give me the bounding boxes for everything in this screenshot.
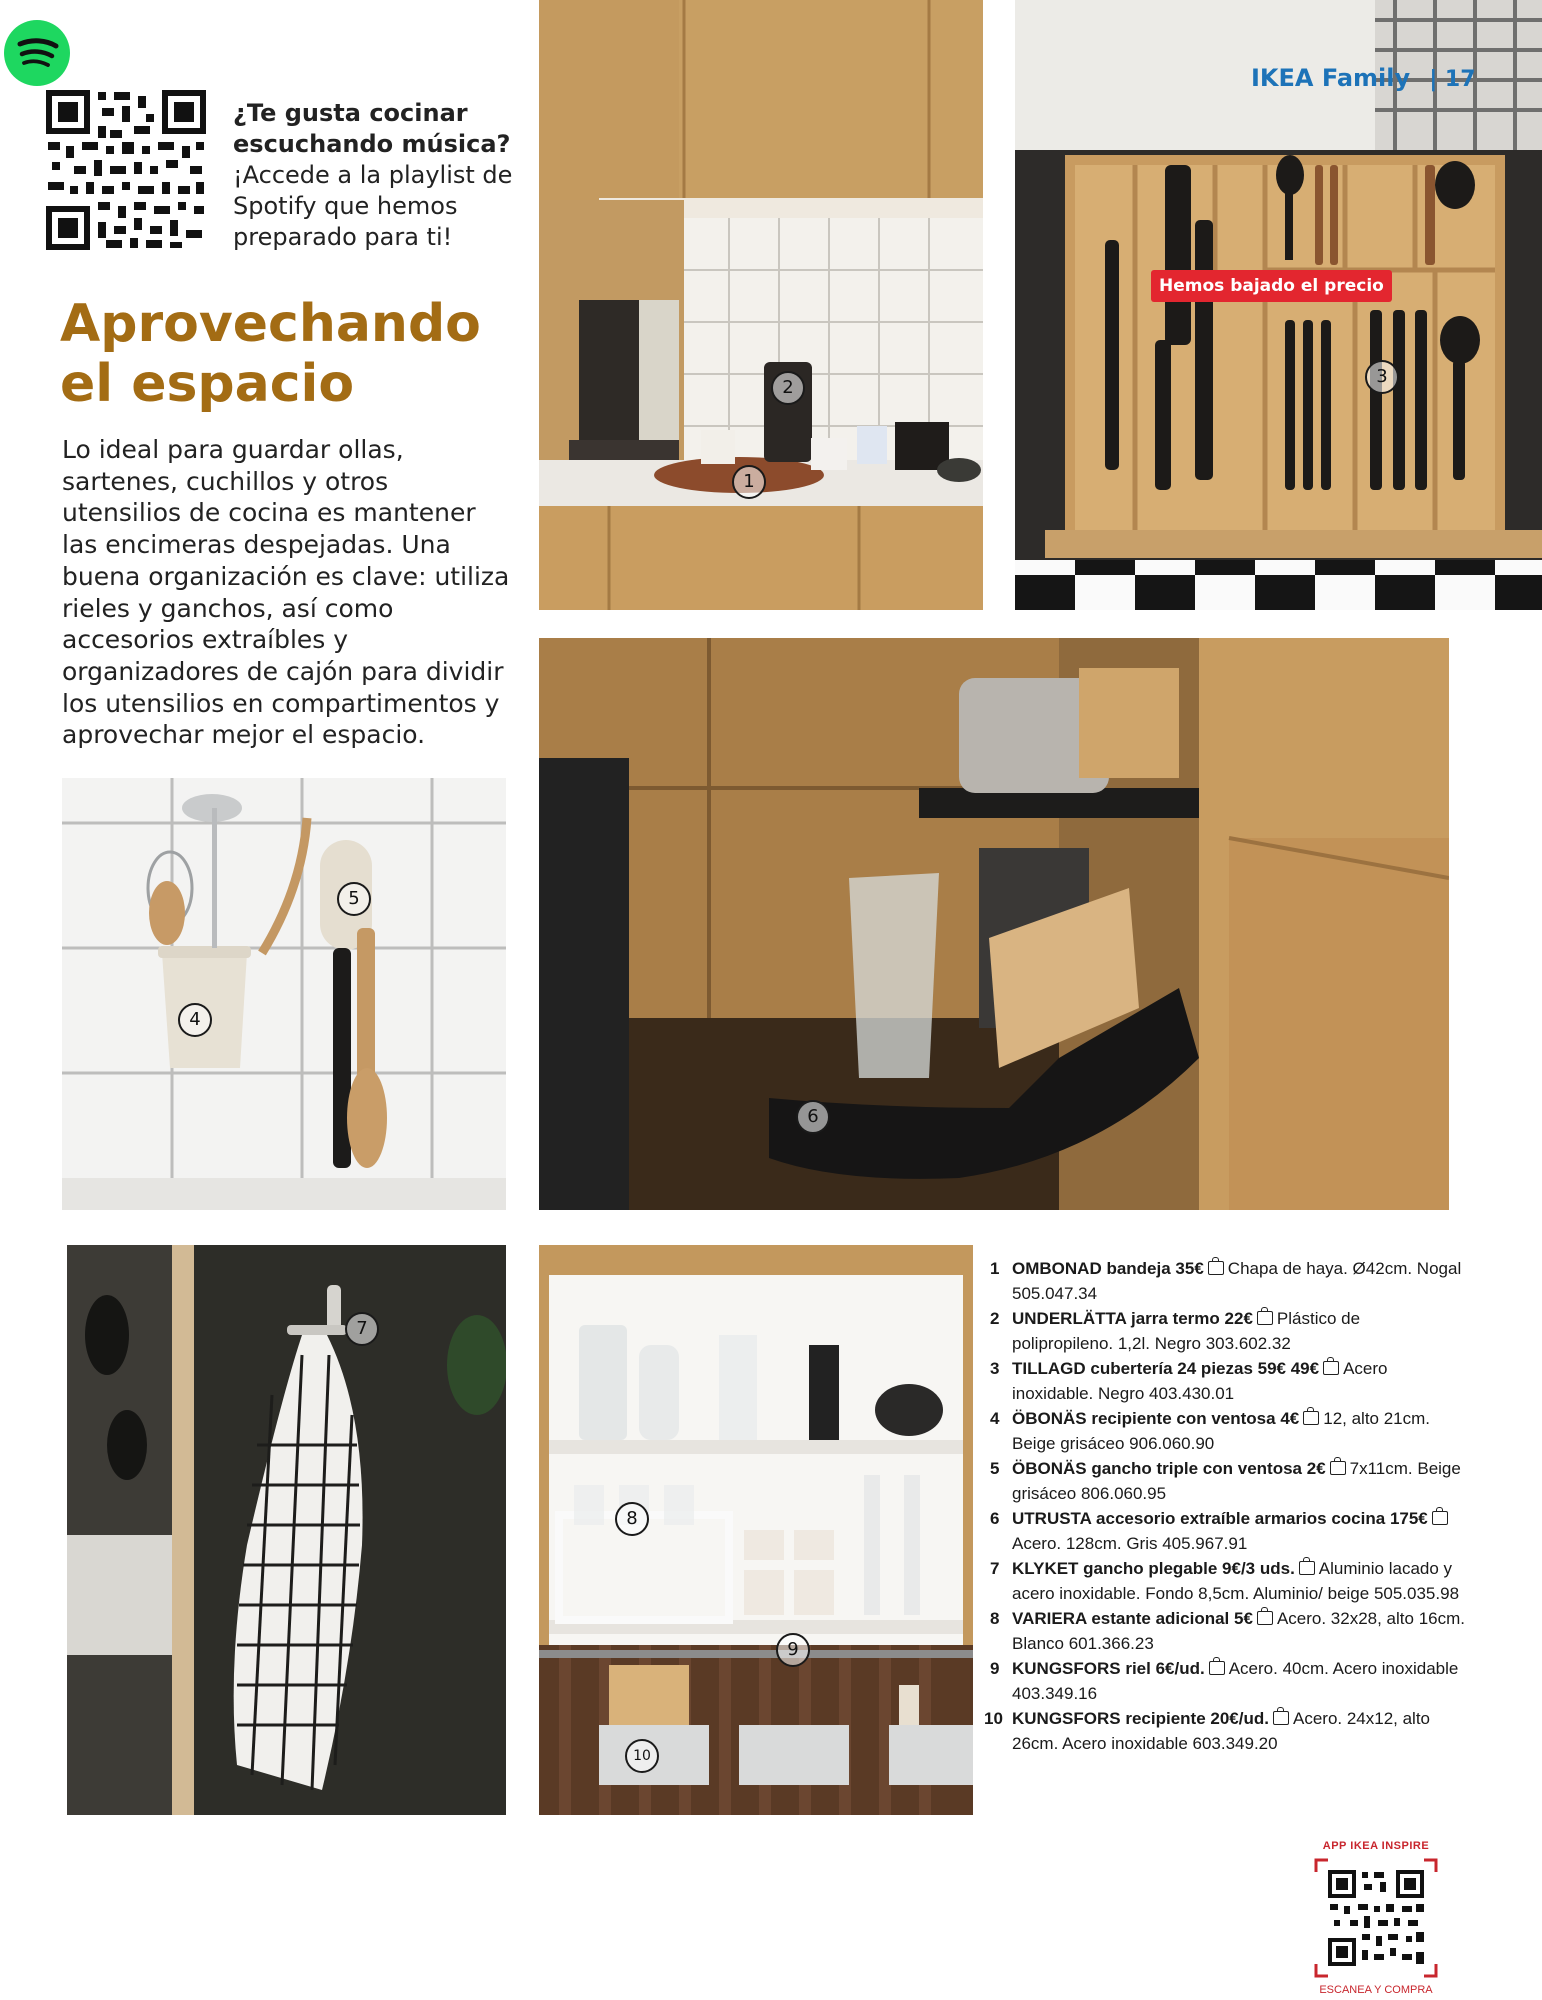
product-price: 6€/ud. xyxy=(1155,1659,1205,1678)
shopping-bag-icon xyxy=(1273,1711,1289,1725)
marker-1: 1 xyxy=(732,465,766,499)
shopping-bag-icon xyxy=(1432,1511,1448,1525)
shopping-bag-icon xyxy=(1299,1561,1315,1575)
product-number: 5 xyxy=(990,1459,1000,1478)
price-drop-badge: Hemos bajado el precio xyxy=(1151,270,1392,302)
product-item xyxy=(990,1556,1465,1606)
product-name: UNDERLÄTTA jarra termo xyxy=(1012,1309,1220,1328)
page-number: | 17 xyxy=(1429,67,1476,92)
app-qr-bottom-label: ESCANEA Y COMPRA xyxy=(1319,1984,1433,1996)
product-desc: Acero. 32x28, alto 16cm. Blanco 601.366.23 xyxy=(1012,1609,1465,1653)
photo-corner-pullout xyxy=(539,638,1449,1210)
product-name: ÖBONÄS recipiente con ventosa xyxy=(1012,1409,1276,1428)
product-desc: 7x11cm. Beige grisáceo 806.060.95 xyxy=(1012,1459,1461,1503)
product-name: VARIERA estante adicional xyxy=(1012,1609,1230,1628)
spotify-intro xyxy=(233,98,523,253)
product-name: KLYKET gancho plegable xyxy=(1012,1559,1218,1578)
marker-7: 7 xyxy=(345,1312,379,1346)
product-name: OMBONAD bandeja xyxy=(1012,1259,1171,1278)
shopping-bag-icon xyxy=(1323,1361,1339,1375)
shopping-bag-icon xyxy=(1208,1261,1224,1275)
product-number: 9 xyxy=(990,1659,1000,1678)
section-title-line1: Aprovechando xyxy=(60,294,481,354)
product-price: 2€ xyxy=(1306,1459,1326,1478)
intro-question: ¿Te gusta cocinar escuchando música? xyxy=(233,99,511,158)
product-number: 2 xyxy=(990,1309,1000,1328)
product-name: KUNGSFORS recipiente xyxy=(1012,1709,1206,1728)
section-body: Lo ideal para guardar ollas, sartenes, cuchillos y otros utensilios de cocina es mantener las encimeras despejadas. Una buena organización es clave: utiliza rieles y ganchos, así como accesorios extraíbles y organizadores de cajón para dividir los utensilios en compartimentos y aprovechar mejor el espacio. xyxy=(62,435,510,750)
product-number: 4 xyxy=(990,1409,1000,1428)
marker-8: 8 xyxy=(615,1502,649,1536)
product-desc: Plástico de polipropileno. 1,2l. Negro 303.602.32 xyxy=(1012,1309,1361,1353)
photo-utensil-holder xyxy=(62,778,506,1210)
product-price: 35€ xyxy=(1175,1259,1204,1278)
product-number: 7 xyxy=(990,1559,1000,1578)
shopping-bag-icon xyxy=(1257,1611,1273,1625)
product-item xyxy=(990,1656,1465,1706)
product-desc: 12, alto 21cm. Beige grisáceo 906.060.90 xyxy=(1012,1409,1431,1453)
product-item xyxy=(990,1406,1465,1456)
shopping-bag-icon xyxy=(1303,1411,1319,1425)
shopping-bag-icon xyxy=(1209,1661,1225,1675)
shopping-bag-icon xyxy=(1257,1311,1273,1325)
app-qr-block[interactable] xyxy=(1306,1840,1446,1998)
marker-10: 10 xyxy=(625,1739,659,1773)
marker-4: 4 xyxy=(178,1003,212,1037)
product-item xyxy=(990,1256,1465,1306)
product-desc: Acero. 24x12, alto 26cm. Acero inoxidable 603.349.20 xyxy=(1012,1709,1431,1753)
product-item xyxy=(990,1456,1465,1506)
product-item xyxy=(990,1306,1465,1356)
section-title xyxy=(60,294,520,414)
product-item xyxy=(990,1606,1465,1656)
product-name: KUNGSFORS riel xyxy=(1012,1659,1151,1678)
product-price: 22€ xyxy=(1224,1309,1253,1328)
app-qr-top-label: APP IKEA INSPIRE xyxy=(1322,1840,1430,1852)
brand-ikea-family: IKEA Family xyxy=(1251,64,1411,92)
shopping-bag-icon xyxy=(1330,1461,1346,1475)
product-item xyxy=(990,1356,1465,1406)
spotify-qr-code[interactable] xyxy=(46,90,206,250)
product-desc: Acero inoxidable. Negro 403.430.01 xyxy=(1012,1359,1388,1403)
product-price: 59€ 49€ xyxy=(1257,1359,1320,1378)
spotify-icon xyxy=(4,20,70,86)
brand-header xyxy=(1251,64,1476,92)
intro-text: ¡Accede a la playlist de Spotify que hemos preparado para ti! xyxy=(233,161,513,251)
product-price: 20€/ud. xyxy=(1210,1709,1269,1728)
photo-cutlery-drawer xyxy=(1015,0,1542,610)
photo-kitchen-counter xyxy=(539,0,983,610)
product-price: 9€/3 uds. xyxy=(1222,1559,1295,1578)
marker-6: 6 xyxy=(796,1100,830,1134)
product-list xyxy=(984,1256,1465,1756)
product-name: ÖBONÄS gancho triple con ventosa xyxy=(1012,1459,1302,1478)
product-price: 4€ xyxy=(1280,1409,1300,1428)
product-desc: Acero. 40cm. Acero inoxidable 403.349.16 xyxy=(1012,1659,1459,1703)
marker-5: 5 xyxy=(337,882,371,916)
product-number: 10 xyxy=(984,1709,1003,1728)
product-item xyxy=(990,1506,1465,1556)
product-desc: Aluminio lacado y acero inoxidable. Fondo 8,5cm. Aluminio/ beige 505.035.98 xyxy=(1012,1559,1460,1603)
product-price: 175€ xyxy=(1389,1509,1428,1528)
product-name: UTRUSTA accesorio extraíble armarios cocina xyxy=(1012,1509,1386,1528)
product-number: 1 xyxy=(990,1259,1000,1278)
marker-3: 3 xyxy=(1365,360,1399,394)
marker-9: 9 xyxy=(776,1633,810,1667)
product-item xyxy=(984,1706,1465,1756)
photo-cabinet-shelves xyxy=(539,1245,973,1815)
marker-2: 2 xyxy=(771,371,805,405)
section-title-line2: el espacio xyxy=(60,354,355,414)
product-desc: Chapa de haya. Ø42cm. Nogal 505.047.34 xyxy=(1012,1259,1462,1303)
product-price: 5€ xyxy=(1234,1609,1253,1628)
product-desc: Acero. 128cm. Gris 405.967.91 xyxy=(1012,1534,1248,1553)
product-number: 8 xyxy=(990,1609,1000,1628)
photo-towel-hook xyxy=(67,1245,506,1815)
product-number: 6 xyxy=(990,1509,1000,1528)
product-name: TILLAGD cubertería 24 piezas xyxy=(1012,1359,1253,1378)
product-number: 3 xyxy=(990,1359,1000,1378)
